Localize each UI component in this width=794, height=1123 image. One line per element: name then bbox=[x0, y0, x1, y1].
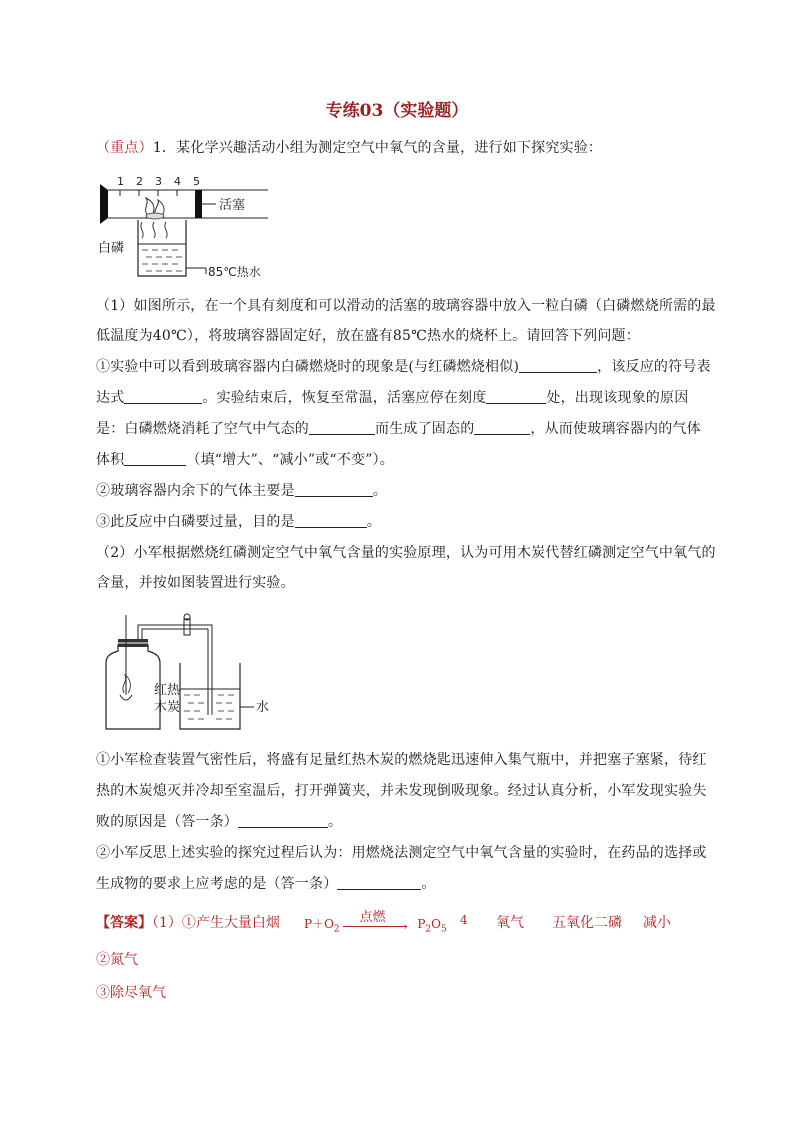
answer-blank-solid[interactable] bbox=[474, 420, 530, 435]
answer-line-2: ②氮气 bbox=[96, 952, 138, 968]
q1a-text-9: 体积 bbox=[96, 452, 125, 468]
q1a-line-2 bbox=[96, 388, 706, 408]
charcoal-label-line1: 红热 bbox=[154, 683, 181, 698]
answer-blank-purpose[interactable] bbox=[295, 513, 367, 528]
answer-solid: 五氧化二磷 bbox=[552, 915, 622, 931]
q1a-text-5: 处，出现该现象的原因 bbox=[546, 390, 689, 406]
q1a-text-8: ，从而使玻璃容器内的气体 bbox=[530, 421, 701, 437]
q1a-text-2: ，该反应的符号表 bbox=[597, 359, 711, 375]
q1a-line-1 bbox=[96, 357, 711, 377]
key-tag: （重点） bbox=[96, 140, 153, 156]
q2b-text-2: 。 bbox=[421, 876, 436, 892]
q1c-text-1: ③此反应中白磷要过量，目的是 bbox=[96, 514, 295, 530]
q1b-line bbox=[96, 481, 706, 501]
q1a-text-6: 是：白磷燃烧消耗了空气中气态的 bbox=[96, 421, 309, 437]
answer-blank-remaining-gas[interactable] bbox=[295, 482, 373, 497]
part-1-line-2: 低温度为40℃），将玻璃容器固定好，放在盛有85℃热水的烧杯上。请回答下列问题： bbox=[96, 328, 640, 344]
q1a-text-10: （填“增大”、“减小”或“不变”）。 bbox=[186, 452, 394, 468]
q1a-line-3 bbox=[96, 419, 706, 439]
answer-part1: （1）①产生大量白烟 bbox=[152, 915, 280, 931]
q2a-line-3 bbox=[96, 812, 706, 832]
answer-blank-consideration[interactable] bbox=[337, 875, 421, 890]
q1a-text-1: ①实验中可以看到玻璃容器内白磷燃烧时的现象是(与红磷燃烧相似) bbox=[96, 359, 520, 375]
q1b-text-2: 。 bbox=[372, 483, 388, 499]
white-phosphorus-label: 白磷 bbox=[98, 241, 125, 256]
answer-blank-phenomenon[interactable] bbox=[519, 358, 597, 373]
question-1-text: 1．某化学兴趣活动小组为测定空气中氧气的含量，进行如下探究实验： bbox=[152, 140, 603, 156]
eq-right-o: O bbox=[431, 917, 441, 931]
part-1-line-1: （1）如图所示，在一个具有刻度和可以滑动的活塞的玻璃容器中放入一粒白磷（白磷燃烧所需的最 bbox=[96, 298, 716, 314]
q1a-line-4 bbox=[96, 450, 706, 470]
answer-line-1 bbox=[96, 912, 280, 932]
q1a-text-4: 。实验结束后，恢复至常温，活塞应停在刻度 bbox=[202, 390, 487, 406]
q2b-line-2 bbox=[96, 874, 706, 894]
eq-sub-o5: 5 bbox=[440, 924, 447, 935]
q1a-text-7: 而生成了固态的 bbox=[375, 421, 475, 437]
q2b-line-1: ②小军反思上述实验的探究过程后认为：用燃烧法测定空气中氧气含量的实验时，在药品的选择或 bbox=[96, 845, 707, 861]
q1a-text-3: 达式 bbox=[96, 390, 125, 406]
eq-condition: 点燃 bbox=[359, 909, 386, 925]
eq-left: P＋O bbox=[304, 917, 334, 931]
q2a-line-1: ①小军检查装置气密性后，将盛有足量红热木炭的燃烧匙迅速伸入集气瓶中，并把塞子塞紧，待红 bbox=[96, 752, 707, 768]
answer-blank-gas[interactable] bbox=[309, 420, 375, 435]
answer-volume: 减小 bbox=[643, 915, 671, 931]
charcoal-label-line2: 木炭 bbox=[154, 700, 181, 715]
tick-label-5: 5 bbox=[193, 175, 200, 188]
tick-label-2: 2 bbox=[136, 175, 143, 188]
tick-label-1: 1 bbox=[117, 175, 124, 188]
answer-line-3: ③除尽氧气 bbox=[96, 985, 166, 1001]
q1c-line bbox=[96, 512, 706, 532]
q2a-text-1: 败的原因是（答一条） bbox=[96, 814, 238, 830]
eq-right-p: P bbox=[417, 917, 426, 931]
question-1-intro bbox=[96, 138, 706, 158]
q1b-text-1: ②玻璃容器内余下的气体主要是 bbox=[96, 483, 295, 499]
figure-2-apparatus bbox=[98, 605, 278, 735]
answer-equation bbox=[304, 909, 447, 935]
q1c-text-2: 。 bbox=[366, 514, 382, 530]
answer-gas: 氧气 bbox=[496, 915, 524, 931]
q2b-text-1: 生成物的要求上应考虑的是（答一条） bbox=[96, 876, 338, 892]
answer-blank-failure-reason[interactable] bbox=[238, 813, 328, 828]
q2a-text-2: 。 bbox=[328, 814, 343, 830]
hot-water-label: 85℃热水 bbox=[208, 265, 261, 279]
tick-label-4: 4 bbox=[174, 175, 181, 188]
q2a-line-2: 热的木炭熄灭并冷却至室温后，打开弹簧夹，并未发现倒吸现象。经过认真分析，小军发现实验失 bbox=[96, 783, 707, 799]
page-title: 专练03（实验题） bbox=[325, 101, 469, 121]
eq-arrow: 点燃 › bbox=[343, 918, 413, 932]
water-label: 水 bbox=[256, 700, 270, 715]
eq-sub-o2: 2 bbox=[333, 924, 340, 935]
part-2-line-2: 含量，并按如图装置进行实验。 bbox=[96, 575, 295, 591]
part-2-line-1: （2）小军根据燃烧红磷测定空气中氧气含量的实验原理，认为可用木炭代替红磷测定空气中氧气的 bbox=[96, 545, 716, 561]
answer-blank-scale[interactable] bbox=[486, 389, 546, 404]
answer-scale: 4 bbox=[460, 913, 468, 927]
answer-blank-volume[interactable] bbox=[124, 451, 186, 466]
eq-sub-p2: 2 bbox=[425, 924, 432, 935]
tick-label-3: 3 bbox=[155, 175, 162, 188]
figure-1-apparatus bbox=[98, 170, 298, 285]
answer-label: 【答案】 bbox=[96, 915, 152, 931]
answer-blank-equation[interactable] bbox=[124, 389, 202, 404]
piston-label: 活塞 bbox=[219, 198, 246, 213]
